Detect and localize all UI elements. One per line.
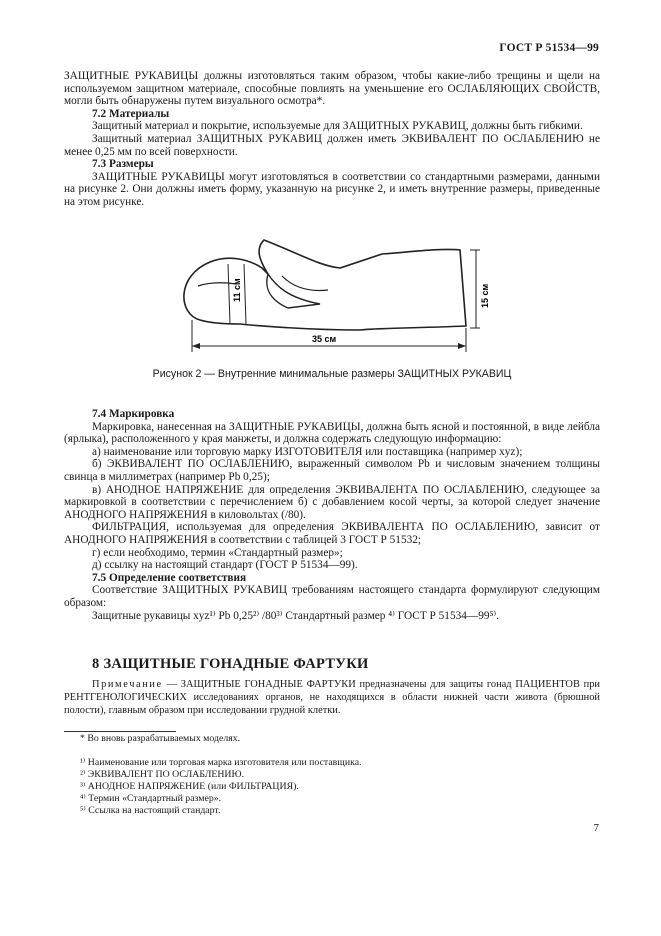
section-7-2-p2: Защитный материал ЗАЩИТНЫХ РУКАВИЦ должен иметь ЭКВИВАЛЕНТ ПО ОСЛАБЛЕНИЮ не менее 0,25 мм по всей поверхности.	[64, 132, 600, 158]
footnote-5: ⁵⁾ Ссылка на настоящий стандарт.	[80, 805, 221, 816]
glove-seam-line	[282, 276, 328, 290]
marking-example: Защитные рукавицы xyz¹⁾ Pb 0,25²⁾ /80³⁾ Стандартный размер ⁴⁾ ГОСТ Р 51534—99⁵⁾.	[92, 609, 500, 622]
section-8-title: 8 ЗАЩИТНЫЕ ГОНАДНЫЕ ФАРТУКИ	[92, 656, 369, 672]
section-7-5-p1: Соответствие ЗАЩИТНЫХ РУКАВИЦ требованиям настоящего стандарта формулируют следующим образом:	[64, 584, 600, 609]
length-arrow-right	[458, 343, 466, 349]
section-7-4-p1: Маркировка, нанесенная на ЗАЩИТНЫЕ РУКАВИЦЫ, должна быть ясной и постоянной, в виде лейбла (ярлыка), расположенного у края манжеты, и должна содержать следующую информацию:	[64, 420, 600, 446]
section-7-3-p1: ЗАЩИТНЫЕ РУКАВИЦЫ могут изготовляться в соответствии со стандартными размерами, данными на рисунке 2. Они должны иметь форму, указанную на рисунке 2, и иметь внутренние размеры, приведенные на этом рисунке.	[64, 170, 600, 208]
marking-item-v: в) АНОДНОЕ НАПРЯЖЕНИЕ для определения ЭКВИВАЛЕНТА ПО ОСЛАБЛЕНИЮ, следующее за маркировкой в соответствии с перечислением б) с добавлением косой черты, за которой следует значение АНОДНОГО НАПРЯЖЕНИЯ в киловольтах (/80).	[64, 483, 600, 521]
footnote-3: ³⁾ АНОДНОЕ НАПРЯЖЕНИЕ (или ФИЛЬТРАЦИЯ).	[80, 781, 299, 792]
thumb-fold-line	[267, 274, 320, 308]
footnote-star: * Во вновь разрабатываемых моделях.	[80, 733, 241, 744]
marking-item-a: а) наименование или торговую марку ИЗГОТОВИТЕЛЯ или поставщика (например xyz);	[92, 445, 523, 458]
section-7-4-title: 7.4 Маркировка	[92, 408, 175, 420]
thumb-dimension-line-2	[244, 264, 246, 324]
glove-outline	[184, 240, 466, 330]
section-8-note	[64, 678, 600, 717]
length-dimension-label: 35 см	[312, 334, 337, 344]
finger-seam-line	[198, 283, 236, 286]
section-7-text-bottom	[64, 408, 600, 622]
length-arrow-left	[192, 343, 200, 349]
section-7-2-title: 7.2 Материалы	[92, 107, 170, 120]
thumb-dimension-label: 11 см	[232, 278, 242, 302]
height-dimension-label: 15 см	[480, 283, 490, 308]
section-7-5-title: 7.5 Определение соответствия	[92, 571, 247, 584]
figure-caption: Рисунок 2 — Внутренние минимальные размеры ЗАЩИТНЫХ РУКАВИЦ	[152, 368, 512, 380]
footnote-4: ⁴⁾ Термин «Стандартный размер».	[80, 793, 222, 804]
glove-dimension-figure	[170, 228, 500, 358]
footnote-2: ²⁾ ЭКВИВАЛЕНТ ПО ОСЛАБЛЕНИЮ.	[80, 769, 245, 780]
footnote-1: ¹⁾ Наименование или торговая марка изготовителя или поставщика.	[80, 757, 362, 768]
section-7-text-top	[64, 70, 600, 209]
marking-item-b: б) ЭКВИВАЛЕНТ ПО ОСЛАБЛЕНИЮ, выраженный символом Pb и числовым значением толщины свинца в миллиметрах (например Pb 0,25);	[64, 458, 600, 483]
marking-item-d: д) ссылку на настоящий стандарт (ГОСТ Р 51534—99).	[92, 559, 358, 572]
page-number: 7	[593, 822, 599, 834]
thumb-dimension-line	[228, 264, 230, 324]
footnote-divider	[64, 731, 176, 732]
note-label: Примечание	[92, 679, 163, 690]
section-7-4-p2: ФИЛЬТРАЦИЯ, используемая для определения ЭКВИВАЛЕНТА ПО ОСЛАБЛЕНИЮ, зависит от АНОДНОГО НАПРЯЖЕНИЯ в соответствии с таблицей 3 ГОСТ Р 51532;	[64, 521, 600, 546]
standard-header: ГОСТ Р 51534—99	[499, 42, 599, 54]
note-text: — ЗАЩИТНЫЕ ГОНАДНЫЕ ФАРТУКИ предназначены для защиты гонад ПАЦИЕНТОВ при РЕНТГЕНОЛОГИЧЕСКИХ исследованиях органов, не находящихся в области нижней части живота (брюшной полости), главным образом при исследовании грудной клетки.	[64, 679, 600, 716]
marking-item-g: г) если необходимо, термин «Стандартный размер»;	[92, 546, 343, 559]
intro-paragraph: ЗАЩИТНЫЕ РУКАВИЦЫ должны изготовляться таким образом, чтобы какие-либо трещины и щели на используемом защитном материале, способные повлиять на уменьшение его ОСЛАБЛЯЮЩИХ СВОЙСТВ, могли быть обнаружены путем визуального осмотра*.	[64, 70, 600, 108]
section-7-2-p1: Защитный материал и покрытие, используемые для ЗАЩИТНЫХ РУКАВИЦ, должны быть гибкими.	[92, 120, 583, 133]
section-7-3-title: 7.3 Размеры	[92, 158, 154, 171]
